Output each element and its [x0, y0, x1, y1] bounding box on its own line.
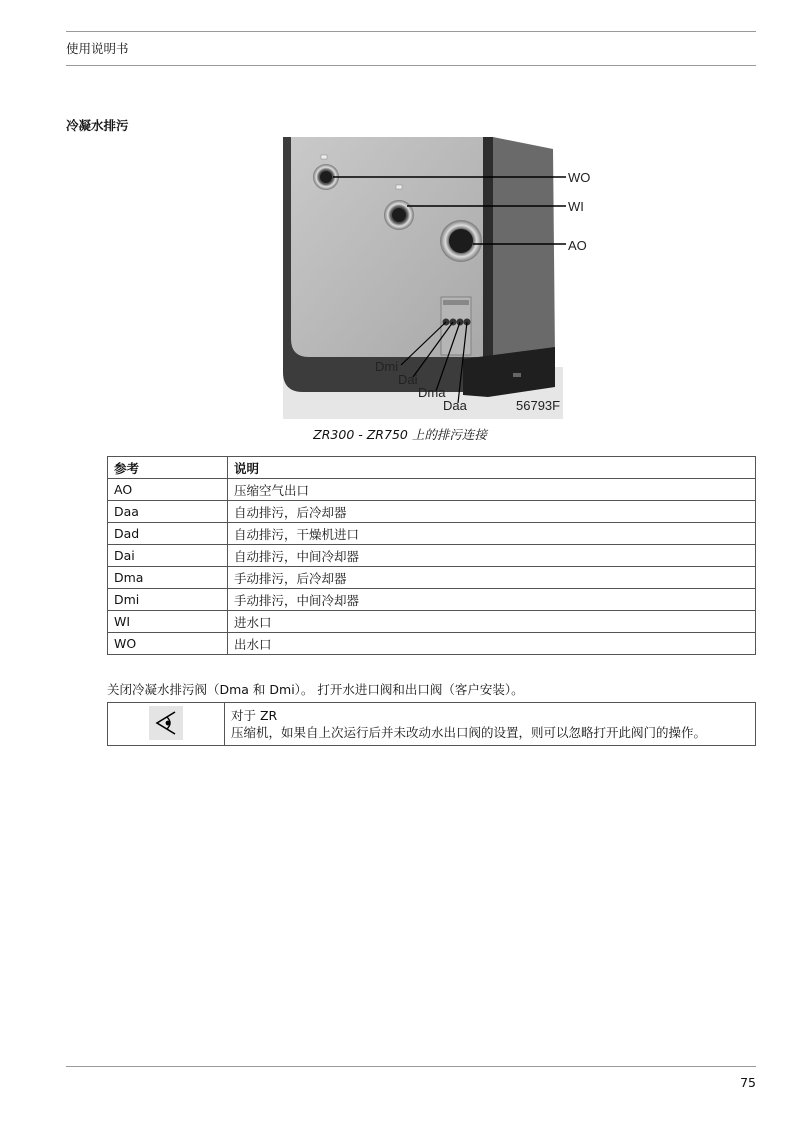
- header-title: 使用说明书: [66, 41, 129, 56]
- row-description: 压缩空气出口: [228, 479, 756, 501]
- note-text: [225, 703, 756, 746]
- row-description: 自动排污，中间冷却器: [228, 545, 756, 567]
- row-ref: Dad: [108, 523, 228, 545]
- label-wi: WI: [568, 199, 584, 214]
- header-rule-top: [66, 31, 756, 32]
- table-row: [108, 545, 756, 567]
- header-description: 说明: [228, 457, 756, 479]
- table-row: [108, 501, 756, 523]
- note-line-1: 对于 ZR: [231, 708, 278, 723]
- compressor-illustration: [283, 137, 595, 419]
- row-ref: Dai: [108, 545, 228, 567]
- row-ref: Daa: [108, 501, 228, 523]
- row-description: 进水口: [228, 611, 756, 633]
- label-dma: Dma: [418, 385, 446, 400]
- note-box: [107, 702, 756, 746]
- label-dmi: Dmi: [375, 359, 399, 374]
- figure-caption: ZR300 - ZR750 上的排污连接: [313, 427, 487, 442]
- image-code: 56793F: [516, 398, 561, 413]
- row-ref: WO: [108, 633, 228, 655]
- label-daa: Daa: [443, 398, 467, 413]
- row-description: 手动排污，后冷却器: [228, 567, 756, 589]
- row-ref: WI: [108, 611, 228, 633]
- table-row: [108, 589, 756, 611]
- footer-rule: [66, 1066, 756, 1067]
- table-row: [108, 479, 756, 501]
- note-icon-cell: [108, 703, 225, 746]
- row-description: 手动排污，中间冷却器: [228, 589, 756, 611]
- table-header-row: [108, 457, 756, 479]
- eye-icon: [149, 706, 183, 740]
- row-description: 自动排污，干燥机进口: [228, 523, 756, 545]
- row-ref: AO: [108, 479, 228, 501]
- note-line-2: 压缩机，如果自上次运行后并未改动水出口阀的设置，则可以忽略打开此阀门的操作。: [231, 725, 707, 740]
- drain-connections-figure: [283, 137, 595, 419]
- section-title: 冷凝水排污: [66, 118, 129, 133]
- page-number: 75: [740, 1075, 756, 1090]
- table-row: [108, 633, 756, 655]
- header-reference: 参考: [108, 457, 228, 479]
- table-row: [108, 567, 756, 589]
- row-ref: Dma: [108, 567, 228, 589]
- table-row: [108, 611, 756, 633]
- label-dai: Dai: [398, 372, 418, 387]
- label-ao: AO: [568, 238, 587, 253]
- reference-table: [107, 456, 756, 655]
- table-row: [108, 523, 756, 545]
- instruction-text: 关闭冷凝水排污阀（Dma 和 Dmi）。 打开水进口阀和出口阀（客户安装）。: [107, 682, 524, 697]
- row-description: 自动排污，后冷却器: [228, 501, 756, 523]
- header-rule-bottom: [66, 65, 756, 66]
- row-ref: Dmi: [108, 589, 228, 611]
- label-wo: WO: [568, 170, 591, 185]
- row-description: 出水口: [228, 633, 756, 655]
